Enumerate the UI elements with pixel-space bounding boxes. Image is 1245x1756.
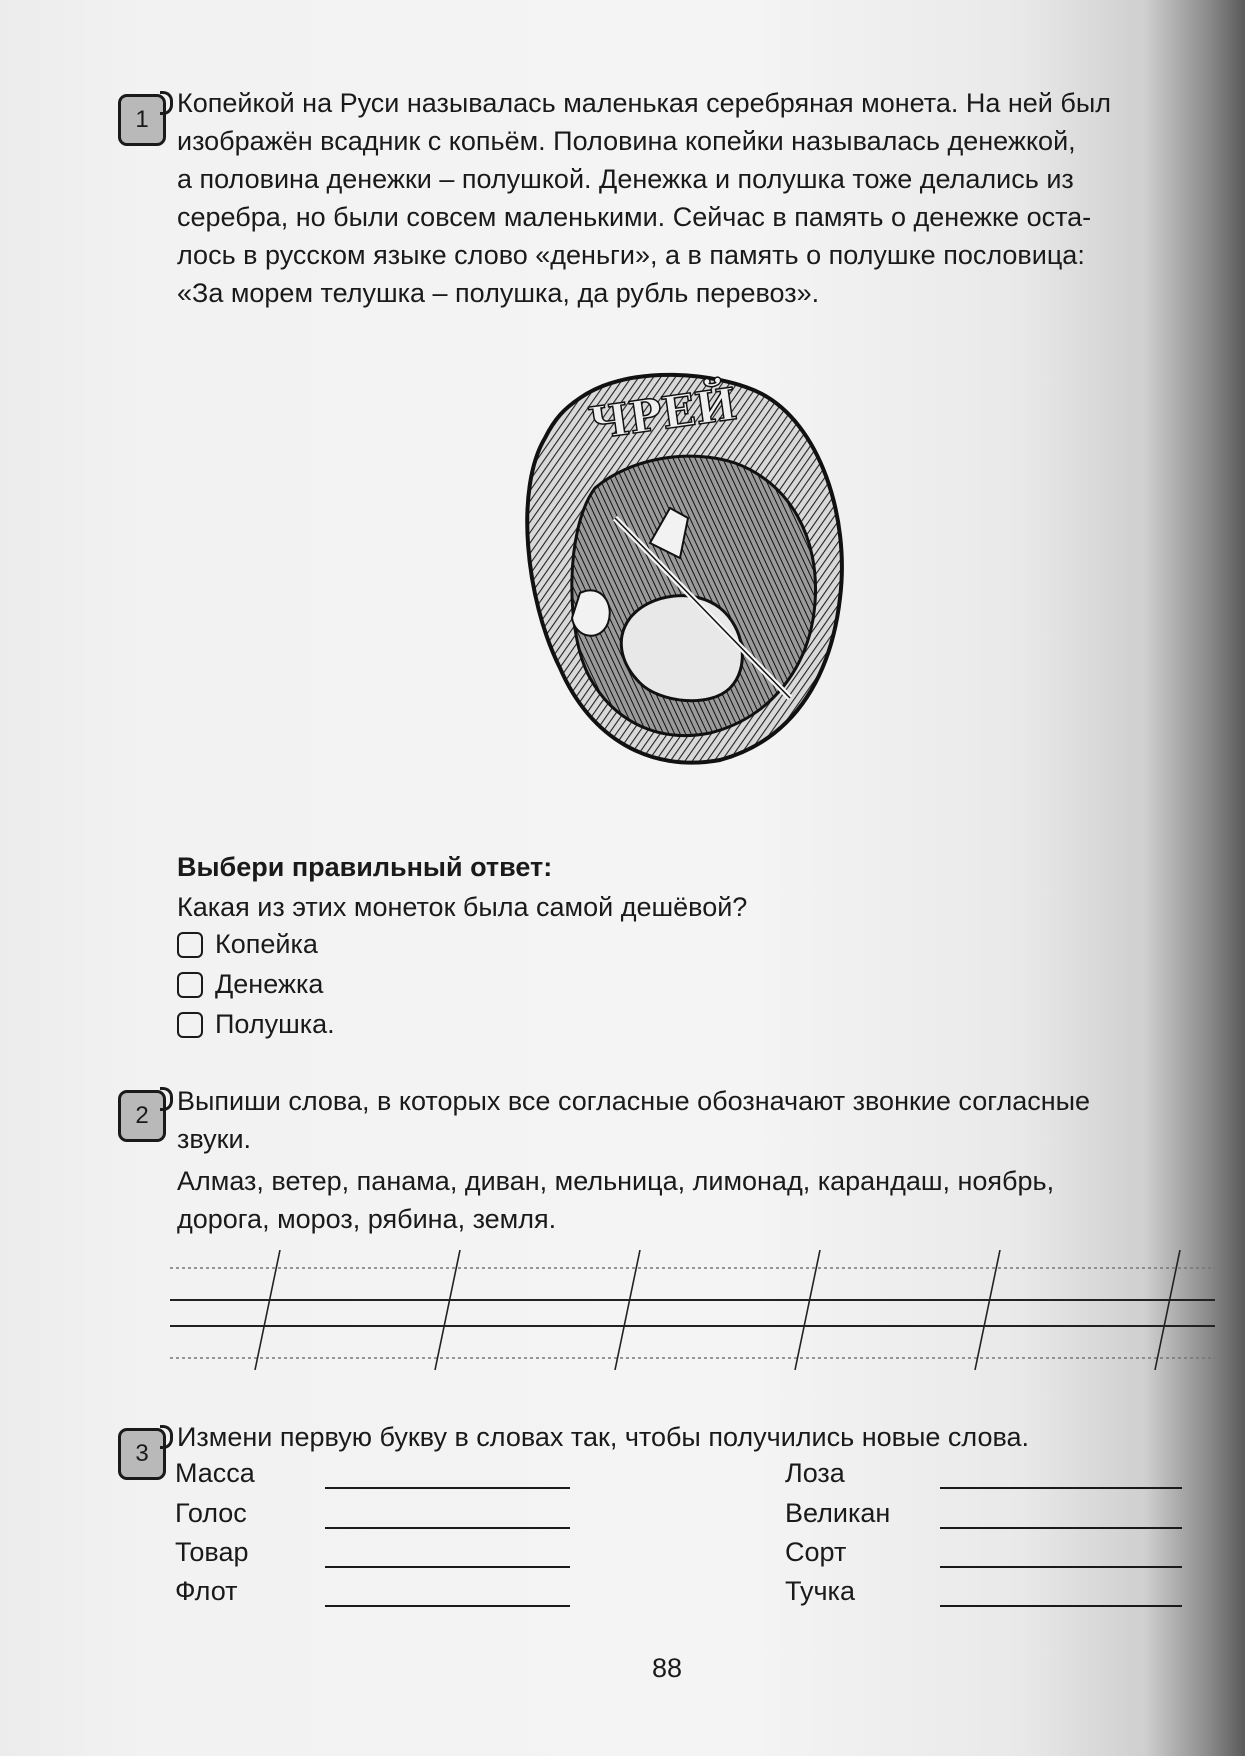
task1-line: изображён всадник с копьём. Половина копейки называлась денежкой, — [177, 126, 1076, 156]
option-polushka[interactable] — [177, 1009, 335, 1040]
answer-blank[interactable] — [940, 1487, 1182, 1489]
answer-blank[interactable] — [940, 1605, 1182, 1607]
checkbox-icon[interactable] — [177, 972, 203, 998]
task2-words-line: Алмаз, ветер, панама, диван, мельница, лимонад, карандаш, ноябрь, — [177, 1166, 1055, 1196]
option-denezhka[interactable] — [177, 969, 323, 1000]
answer-blank[interactable] — [940, 1527, 1182, 1529]
choose-answer-heading: Выбери правильный ответ: — [177, 852, 553, 882]
word-left-2: Голос — [175, 1498, 247, 1528]
checkbox-icon[interactable] — [177, 1012, 203, 1038]
question-text: Какая из этих монеток была самой дешёвой? — [177, 892, 748, 922]
option-label: Копейка — [215, 929, 318, 959]
task1-line: а половина денежки – полушкой. Денежка и полушка тоже делались из — [177, 164, 1074, 194]
task2-words-line: дорога, мороз, рябина, земля. — [177, 1204, 557, 1234]
coin-inscription: ЧРЕЙ — [585, 378, 740, 450]
coin-illustration — [520, 368, 860, 768]
option-label: Полушка. — [215, 1009, 335, 1039]
task1-line: серебра, но были совсем маленькими. Сейчас в память о денежке оста- — [177, 202, 1092, 232]
task-number-badge-1: 1 — [118, 94, 166, 146]
task1-text — [177, 84, 1111, 312]
answer-blank[interactable] — [325, 1527, 570, 1529]
word-left-1: Масса — [175, 1458, 255, 1488]
word-right-1: Лоза — [785, 1458, 845, 1488]
task-number-badge-3: 3 — [118, 1428, 166, 1480]
task2-instruction — [177, 1082, 1090, 1158]
task1-line: Копейкой на Руси называлась маленькая серебряная монета. На ней был — [177, 88, 1112, 118]
word-right-2: Великан — [785, 1498, 891, 1528]
task1-line: «За морем телушка – полушка, да рубль перевоз». — [177, 278, 820, 308]
task3-instruction — [177, 1418, 1029, 1456]
answer-blank[interactable] — [325, 1566, 570, 1568]
word-left-3: Товар — [175, 1537, 249, 1567]
answer-blank[interactable] — [325, 1487, 570, 1489]
task-number-badge-2: 2 — [118, 1090, 166, 1142]
word-right-3: Сорт — [785, 1537, 847, 1567]
page-number: 88 — [652, 1653, 683, 1683]
option-label: Денежка — [215, 969, 324, 999]
task3-instruction-line: Измени первую букву в словах так, чтобы получились новые слова. — [177, 1422, 1030, 1452]
task2-instruction-line: звуки. — [177, 1124, 252, 1154]
task2-words — [177, 1162, 1054, 1238]
task2-instruction-line: Выпиши слова, в которых все согласные обозначают звонкие согласные — [177, 1086, 1091, 1116]
option-kopeyka[interactable] — [177, 929, 318, 960]
answer-blank[interactable] — [940, 1566, 1182, 1568]
word-left-4: Флот — [175, 1576, 238, 1606]
task1-line: лось в русском языке слово «деньги», а в память о полушке пословица: — [177, 240, 1085, 270]
word-right-4: Тучка — [785, 1576, 855, 1606]
handwriting-lines[interactable] — [170, 1250, 1215, 1370]
answer-blank[interactable] — [325, 1605, 570, 1607]
checkbox-icon[interactable] — [177, 932, 203, 958]
